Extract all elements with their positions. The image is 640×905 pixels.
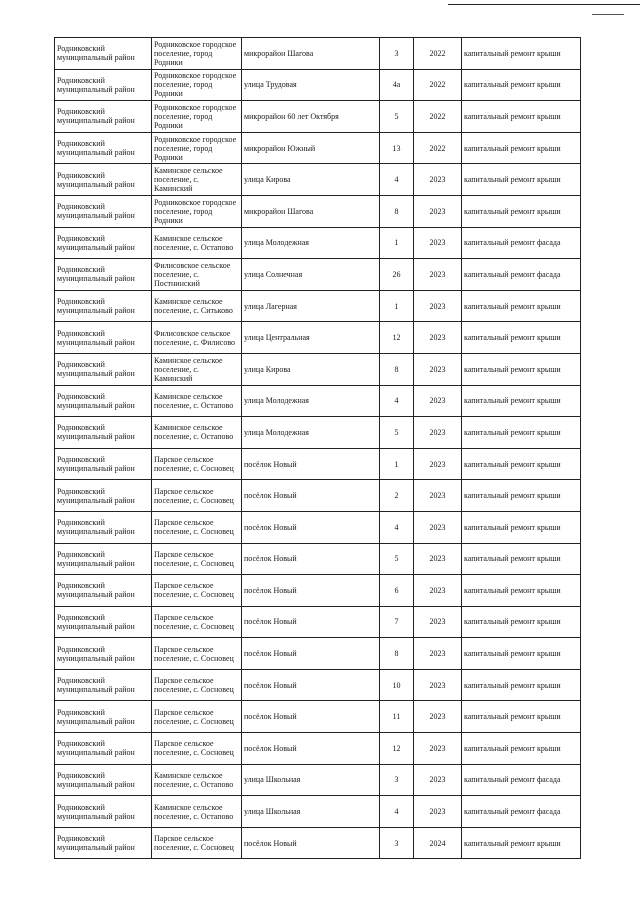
- table-row: [55, 322, 581, 354]
- table-row: [55, 448, 581, 480]
- street-cell: улица Школьная: [242, 796, 380, 828]
- settlement-cell: Парское сельское поселение, с. Сосновец: [152, 827, 242, 859]
- year-cell: 2023: [414, 511, 462, 543]
- table-row: [55, 638, 581, 670]
- work-type-cell: капитальный ремонт крыши: [462, 69, 581, 101]
- house-number-cell: 2: [380, 480, 414, 512]
- house-number-cell: 4: [380, 164, 414, 196]
- district-cell: Родниковский муниципальный район: [55, 385, 152, 417]
- settlement-cell: Каминское сельское поселение, с. Каминский: [152, 164, 242, 196]
- house-number-cell: 12: [380, 733, 414, 765]
- table-row: [55, 701, 581, 733]
- work-type-cell: капитальный ремонт крыши: [462, 511, 581, 543]
- table-row: [55, 796, 581, 828]
- year-cell: 2023: [414, 417, 462, 449]
- work-type-cell: капитальный ремонт крыши: [462, 38, 581, 70]
- work-type-cell: капитальный ремонт крыши: [462, 827, 581, 859]
- district-cell: Родниковский муниципальный район: [55, 480, 152, 512]
- year-cell: 2023: [414, 164, 462, 196]
- settlement-cell: Каминское сельское поселение, с. Остапово: [152, 417, 242, 449]
- house-number-cell: 13: [380, 132, 414, 164]
- table-row: [55, 575, 581, 607]
- district-cell: Родниковский муниципальный район: [55, 259, 152, 291]
- work-type-cell: капитальный ремонт крыши: [462, 132, 581, 164]
- settlement-cell: Парское сельское поселение, с. Сосновец: [152, 669, 242, 701]
- work-type-cell: капитальный ремонт фасада: [462, 764, 581, 796]
- district-cell: Родниковский муниципальный район: [55, 638, 152, 670]
- table-row: [55, 480, 581, 512]
- district-cell: Родниковский муниципальный район: [55, 69, 152, 101]
- year-cell: 2023: [414, 480, 462, 512]
- work-type-cell: капитальный ремонт крыши: [462, 606, 581, 638]
- work-type-cell: капитальный ремонт крыши: [462, 701, 581, 733]
- settlement-cell: Парское сельское поселение, с. Сосновец: [152, 701, 242, 733]
- street-cell: посёлок Новый: [242, 448, 380, 480]
- table-row: [55, 69, 581, 101]
- settlement-cell: Родниковское городское поселение, город Родники: [152, 101, 242, 133]
- year-cell: 2023: [414, 733, 462, 765]
- settlement-cell: Родниковское городское поселение, город Родники: [152, 38, 242, 70]
- year-cell: 2023: [414, 227, 462, 259]
- street-cell: улица Молодежная: [242, 417, 380, 449]
- house-number-cell: 8: [380, 195, 414, 227]
- table-row: [55, 511, 581, 543]
- settlement-cell: Каминское сельское поселение, с. Остапово: [152, 764, 242, 796]
- work-type-cell: капитальный ремонт крыши: [462, 101, 581, 133]
- street-cell: улица Солнечная: [242, 259, 380, 291]
- house-number-cell: 5: [380, 417, 414, 449]
- district-cell: Родниковский муниципальный район: [55, 195, 152, 227]
- year-cell: 2023: [414, 290, 462, 322]
- year-cell: 2023: [414, 575, 462, 607]
- year-cell: 2022: [414, 38, 462, 70]
- top-mark: [592, 14, 624, 15]
- year-cell: 2023: [414, 764, 462, 796]
- street-cell: улица Молодежная: [242, 385, 380, 417]
- settlement-cell: Филисовское сельское поселение, с. Постнинский: [152, 259, 242, 291]
- street-cell: микрорайон Южный: [242, 132, 380, 164]
- work-type-cell: капитальный ремонт фасада: [462, 259, 581, 291]
- house-number-cell: 4а: [380, 69, 414, 101]
- settlement-cell: Парское сельское поселение, с. Сосновец: [152, 480, 242, 512]
- street-cell: посёлок Новый: [242, 827, 380, 859]
- district-cell: Родниковский муниципальный район: [55, 543, 152, 575]
- house-number-cell: 11: [380, 701, 414, 733]
- year-cell: 2023: [414, 638, 462, 670]
- settlement-cell: Парское сельское поселение, с. Сосновец: [152, 733, 242, 765]
- settlement-cell: Каминское сельское поселение, с. Остапово: [152, 796, 242, 828]
- table-row: [55, 606, 581, 638]
- street-cell: посёлок Новый: [242, 575, 380, 607]
- district-cell: Родниковский муниципальный район: [55, 164, 152, 196]
- street-cell: улица Кирова: [242, 353, 380, 385]
- work-type-cell: капитальный ремонт крыши: [462, 733, 581, 765]
- street-cell: посёлок Новый: [242, 701, 380, 733]
- street-cell: посёлок Новый: [242, 606, 380, 638]
- settlement-cell: Парское сельское поселение, с. Сосновец: [152, 606, 242, 638]
- table-row: [55, 733, 581, 765]
- year-cell: 2023: [414, 322, 462, 354]
- district-cell: Родниковский муниципальный район: [55, 353, 152, 385]
- district-cell: Родниковский муниципальный район: [55, 764, 152, 796]
- work-type-cell: капитальный ремонт крыши: [462, 669, 581, 701]
- house-number-cell: 4: [380, 385, 414, 417]
- settlement-cell: Филисовское сельское поселение, с. Филисово: [152, 322, 242, 354]
- repair-schedule-table: [54, 37, 581, 859]
- street-cell: посёлок Новый: [242, 543, 380, 575]
- house-number-cell: 4: [380, 511, 414, 543]
- table-row: [55, 385, 581, 417]
- district-cell: Родниковский муниципальный район: [55, 132, 152, 164]
- work-type-cell: капитальный ремонт крыши: [462, 322, 581, 354]
- work-type-cell: капитальный ремонт крыши: [462, 575, 581, 607]
- house-number-cell: 7: [380, 606, 414, 638]
- table-row: [55, 38, 581, 70]
- work-type-cell: капитальный ремонт крыши: [462, 195, 581, 227]
- work-type-cell: капитальный ремонт крыши: [462, 638, 581, 670]
- street-cell: посёлок Новый: [242, 733, 380, 765]
- house-number-cell: 5: [380, 543, 414, 575]
- district-cell: Родниковский муниципальный район: [55, 669, 152, 701]
- year-cell: 2023: [414, 259, 462, 291]
- street-cell: посёлок Новый: [242, 669, 380, 701]
- year-cell: 2023: [414, 448, 462, 480]
- work-type-cell: капитальный ремонт крыши: [462, 353, 581, 385]
- year-cell: 2023: [414, 606, 462, 638]
- year-cell: 2022: [414, 132, 462, 164]
- street-cell: микрорайон Шагова: [242, 195, 380, 227]
- year-cell: 2023: [414, 385, 462, 417]
- settlement-cell: Каминское сельское поселение, с. Остапово: [152, 385, 242, 417]
- district-cell: Родниковский муниципальный район: [55, 511, 152, 543]
- settlement-cell: Родниковское городское поселение, город Родники: [152, 69, 242, 101]
- district-cell: Родниковский муниципальный район: [55, 290, 152, 322]
- district-cell: Родниковский муниципальный район: [55, 796, 152, 828]
- street-cell: улица Кирова: [242, 164, 380, 196]
- work-type-cell: капитальный ремонт крыши: [462, 290, 581, 322]
- street-cell: посёлок Новый: [242, 480, 380, 512]
- table-row: [55, 764, 581, 796]
- table-row: [55, 195, 581, 227]
- work-type-cell: капитальный ремонт крыши: [462, 385, 581, 417]
- house-number-cell: 3: [380, 764, 414, 796]
- district-cell: Родниковский муниципальный район: [55, 322, 152, 354]
- district-cell: Родниковский муниципальный район: [55, 38, 152, 70]
- street-cell: улица Лагерная: [242, 290, 380, 322]
- settlement-cell: Родниковское городское поселение, город Родники: [152, 132, 242, 164]
- settlement-cell: Парское сельское поселение, с. Сосновец: [152, 543, 242, 575]
- street-cell: микрорайон 60 лет Октября: [242, 101, 380, 133]
- year-cell: 2023: [414, 543, 462, 575]
- street-cell: микрорайон Шагова: [242, 38, 380, 70]
- settlement-cell: Каминское сельское поселение, с. Остапово: [152, 227, 242, 259]
- house-number-cell: 8: [380, 353, 414, 385]
- year-cell: 2022: [414, 69, 462, 101]
- year-cell: 2023: [414, 669, 462, 701]
- house-number-cell: 3: [380, 38, 414, 70]
- district-cell: Родниковский муниципальный район: [55, 448, 152, 480]
- street-cell: улица Центральная: [242, 322, 380, 354]
- district-cell: Родниковский муниципальный район: [55, 606, 152, 638]
- house-number-cell: 4: [380, 796, 414, 828]
- table-body: [55, 38, 581, 859]
- district-cell: Родниковский муниципальный район: [55, 101, 152, 133]
- settlement-cell: Парское сельское поселение, с. Сосновец: [152, 638, 242, 670]
- house-number-cell: 26: [380, 259, 414, 291]
- district-cell: Родниковский муниципальный район: [55, 417, 152, 449]
- work-type-cell: капитальный ремонт крыши: [462, 480, 581, 512]
- work-type-cell: капитальный ремонт крыши: [462, 448, 581, 480]
- district-cell: Родниковский муниципальный район: [55, 701, 152, 733]
- table-row: [55, 669, 581, 701]
- year-cell: 2023: [414, 353, 462, 385]
- table-row: [55, 259, 581, 291]
- work-type-cell: капитальный ремонт крыши: [462, 417, 581, 449]
- table-row: [55, 101, 581, 133]
- settlement-cell: Парское сельское поселение, с. Сосновец: [152, 575, 242, 607]
- table-row: [55, 353, 581, 385]
- district-cell: Родниковский муниципальный район: [55, 227, 152, 259]
- district-cell: Родниковский муниципальный район: [55, 733, 152, 765]
- year-cell: 2023: [414, 195, 462, 227]
- year-cell: 2024: [414, 827, 462, 859]
- table-row: [55, 827, 581, 859]
- street-cell: посёлок Новый: [242, 511, 380, 543]
- settlement-cell: Парское сельское поселение, с. Сосновец: [152, 448, 242, 480]
- work-type-cell: капитальный ремонт фасада: [462, 227, 581, 259]
- street-cell: посёлок Новый: [242, 638, 380, 670]
- table-row: [55, 132, 581, 164]
- work-type-cell: капитальный ремонт фасада: [462, 796, 581, 828]
- settlement-cell: Каминское сельское поселение, с. Каминский: [152, 353, 242, 385]
- table-row: [55, 417, 581, 449]
- table-row: [55, 290, 581, 322]
- top-rule: [448, 4, 640, 5]
- work-type-cell: капитальный ремонт крыши: [462, 543, 581, 575]
- table-row: [55, 164, 581, 196]
- district-cell: Родниковский муниципальный район: [55, 575, 152, 607]
- table-row: [55, 227, 581, 259]
- work-type-cell: капитальный ремонт крыши: [462, 164, 581, 196]
- house-number-cell: 5: [380, 101, 414, 133]
- year-cell: 2023: [414, 701, 462, 733]
- year-cell: 2023: [414, 796, 462, 828]
- house-number-cell: 1: [380, 290, 414, 322]
- house-number-cell: 6: [380, 575, 414, 607]
- settlement-cell: Каминское сельское поселение, с. Ситьково: [152, 290, 242, 322]
- house-number-cell: 10: [380, 669, 414, 701]
- house-number-cell: 12: [380, 322, 414, 354]
- house-number-cell: 3: [380, 827, 414, 859]
- house-number-cell: 1: [380, 448, 414, 480]
- settlement-cell: Парское сельское поселение, с. Сосновец: [152, 511, 242, 543]
- street-cell: улица Молодежная: [242, 227, 380, 259]
- year-cell: 2022: [414, 101, 462, 133]
- table-row: [55, 543, 581, 575]
- settlement-cell: Родниковское городское поселение, город Родники: [152, 195, 242, 227]
- house-number-cell: 8: [380, 638, 414, 670]
- street-cell: улица Школьная: [242, 764, 380, 796]
- street-cell: улица Трудовая: [242, 69, 380, 101]
- house-number-cell: 1: [380, 227, 414, 259]
- district-cell: Родниковский муниципальный район: [55, 827, 152, 859]
